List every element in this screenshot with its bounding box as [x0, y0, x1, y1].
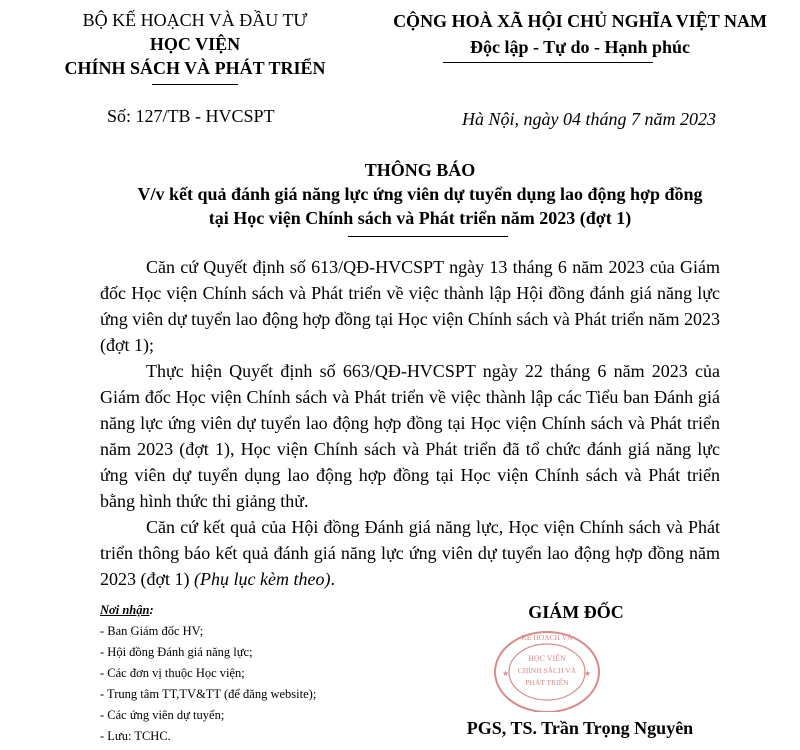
- recipient-item: - Trung tâm TT,TV&TT (để đăng website);: [100, 687, 317, 701]
- signatory-title: GIÁM ĐỐC: [528, 602, 624, 622]
- recipient-item: - Hội đồng Đánh giá năng lực;: [100, 645, 253, 659]
- document-title-block: [40, 158, 800, 230]
- recipient-item: - Lưu: TCHC.: [100, 729, 171, 743]
- svg-text:KẾ HOẠCH VÀ: KẾ HOẠCH VÀ: [521, 633, 573, 642]
- recipients-list: [100, 600, 440, 747]
- document-body: [100, 254, 720, 592]
- recipient-item: - Các đơn vị thuộc Học viện;: [100, 666, 245, 680]
- ministry-name: BỘ KẾ HOẠCH VÀ ĐẦU TƯ: [82, 10, 308, 30]
- paragraph-3-text: Căn cứ kết quả của Hội đồng Đánh giá năng lực, Học viện Chính sách và Phát triển thông báo kết quả đánh giá năng lực ứng viên dự tuyển lao động hợp đồng năm 2023 (đợt 1): [100, 517, 720, 589]
- document-date: Hà Nội, ngày 04 tháng 7 năm 2023: [462, 109, 716, 129]
- body-paragraph-3: [100, 514, 720, 592]
- recipients-heading-label: Nơi nhận: [100, 603, 150, 617]
- motto-underline-divider: [443, 62, 653, 63]
- national-motto: Độc lập - Tự do - Hạnh phúc: [469, 37, 691, 57]
- org-underline-divider: [152, 84, 238, 85]
- recipients-heading: [100, 600, 440, 621]
- official-seal-stamp: [492, 626, 602, 712]
- subject-line-2: tại Học viện Chính sách và Phát triển năm 2023 (đợt 1): [208, 208, 632, 228]
- body-paragraph-2: Thực hiện Quyết định số 663/QĐ-HVCSPT ngày 22 tháng 6 năm 2023 của Giám đốc Học viện Chính sách và Phát triển về việc thành lập các Tiểu ban Đánh giá năng lực ứng viên dự tuyển lao động hợp đồng tại Học viện Chính sách và Phát triển năm 2023 (đợt 1), Học viện Chính sách và Phát triển đã tổ chức đánh giá năng lực ứng viên dự tuyển dụng lao động hợp đồng tại Học viện Chính sách và Phát triển bằng hình thức thi giảng thử.: [100, 361, 720, 511]
- institute-name-line1: HỌC VIỆN: [149, 34, 241, 54]
- svg-text:★: ★: [584, 669, 592, 678]
- svg-text:★: ★: [502, 669, 510, 678]
- svg-text:HỌC VIỆN: HỌC VIỆN: [528, 654, 566, 663]
- document-number: Số: 127/TB - HVCSPT: [107, 106, 275, 126]
- issuing-organization: [40, 8, 350, 80]
- body-paragraph-1: Căn cứ Quyết định số 613/QĐ-HVCSPT ngày 13 tháng 6 năm 2023 của Giám đốc Học viện Chính sách và Phát triển về việc thành lập Hội đồng đánh giá năng lực ứng viên dự tuyển lao động hợp đồng tại Học viện Chính sách và Phát triển năm 2023 (đợt 1);: [100, 257, 720, 355]
- institute-name-line2: CHÍNH SÁCH VÀ PHÁT TRIỂN: [64, 58, 326, 78]
- svg-text:CHÍNH SÁCH VÀ: CHÍNH SÁCH VÀ: [517, 666, 577, 675]
- svg-text:PHÁT TRIỂN: PHÁT TRIỂN: [525, 678, 569, 687]
- recipient-item: - Các ứng viên dự tuyển;: [100, 708, 225, 722]
- recipients-heading-colon: :: [149, 603, 154, 617]
- paragraph-3-end: .: [330, 569, 335, 589]
- document-heading: THÔNG BÁO: [364, 160, 476, 180]
- recipient-item: - Ban Giám đốc HV;: [100, 624, 204, 638]
- subject-line-1: V/v kết quả đánh giá năng lực ứng viên dự tuyển dụng lao động hợp đồng: [137, 184, 703, 204]
- nation-title: CỘNG HOÀ XÃ HỘI CHỦ NGHĨA VIỆT NAM: [393, 11, 767, 31]
- national-header: [370, 8, 790, 60]
- signer-name: PGS, TS. Trần Trọng Nguyên: [466, 718, 694, 738]
- title-underline-divider: [348, 236, 508, 237]
- appendix-note: (Phụ lục kèm theo): [194, 569, 331, 589]
